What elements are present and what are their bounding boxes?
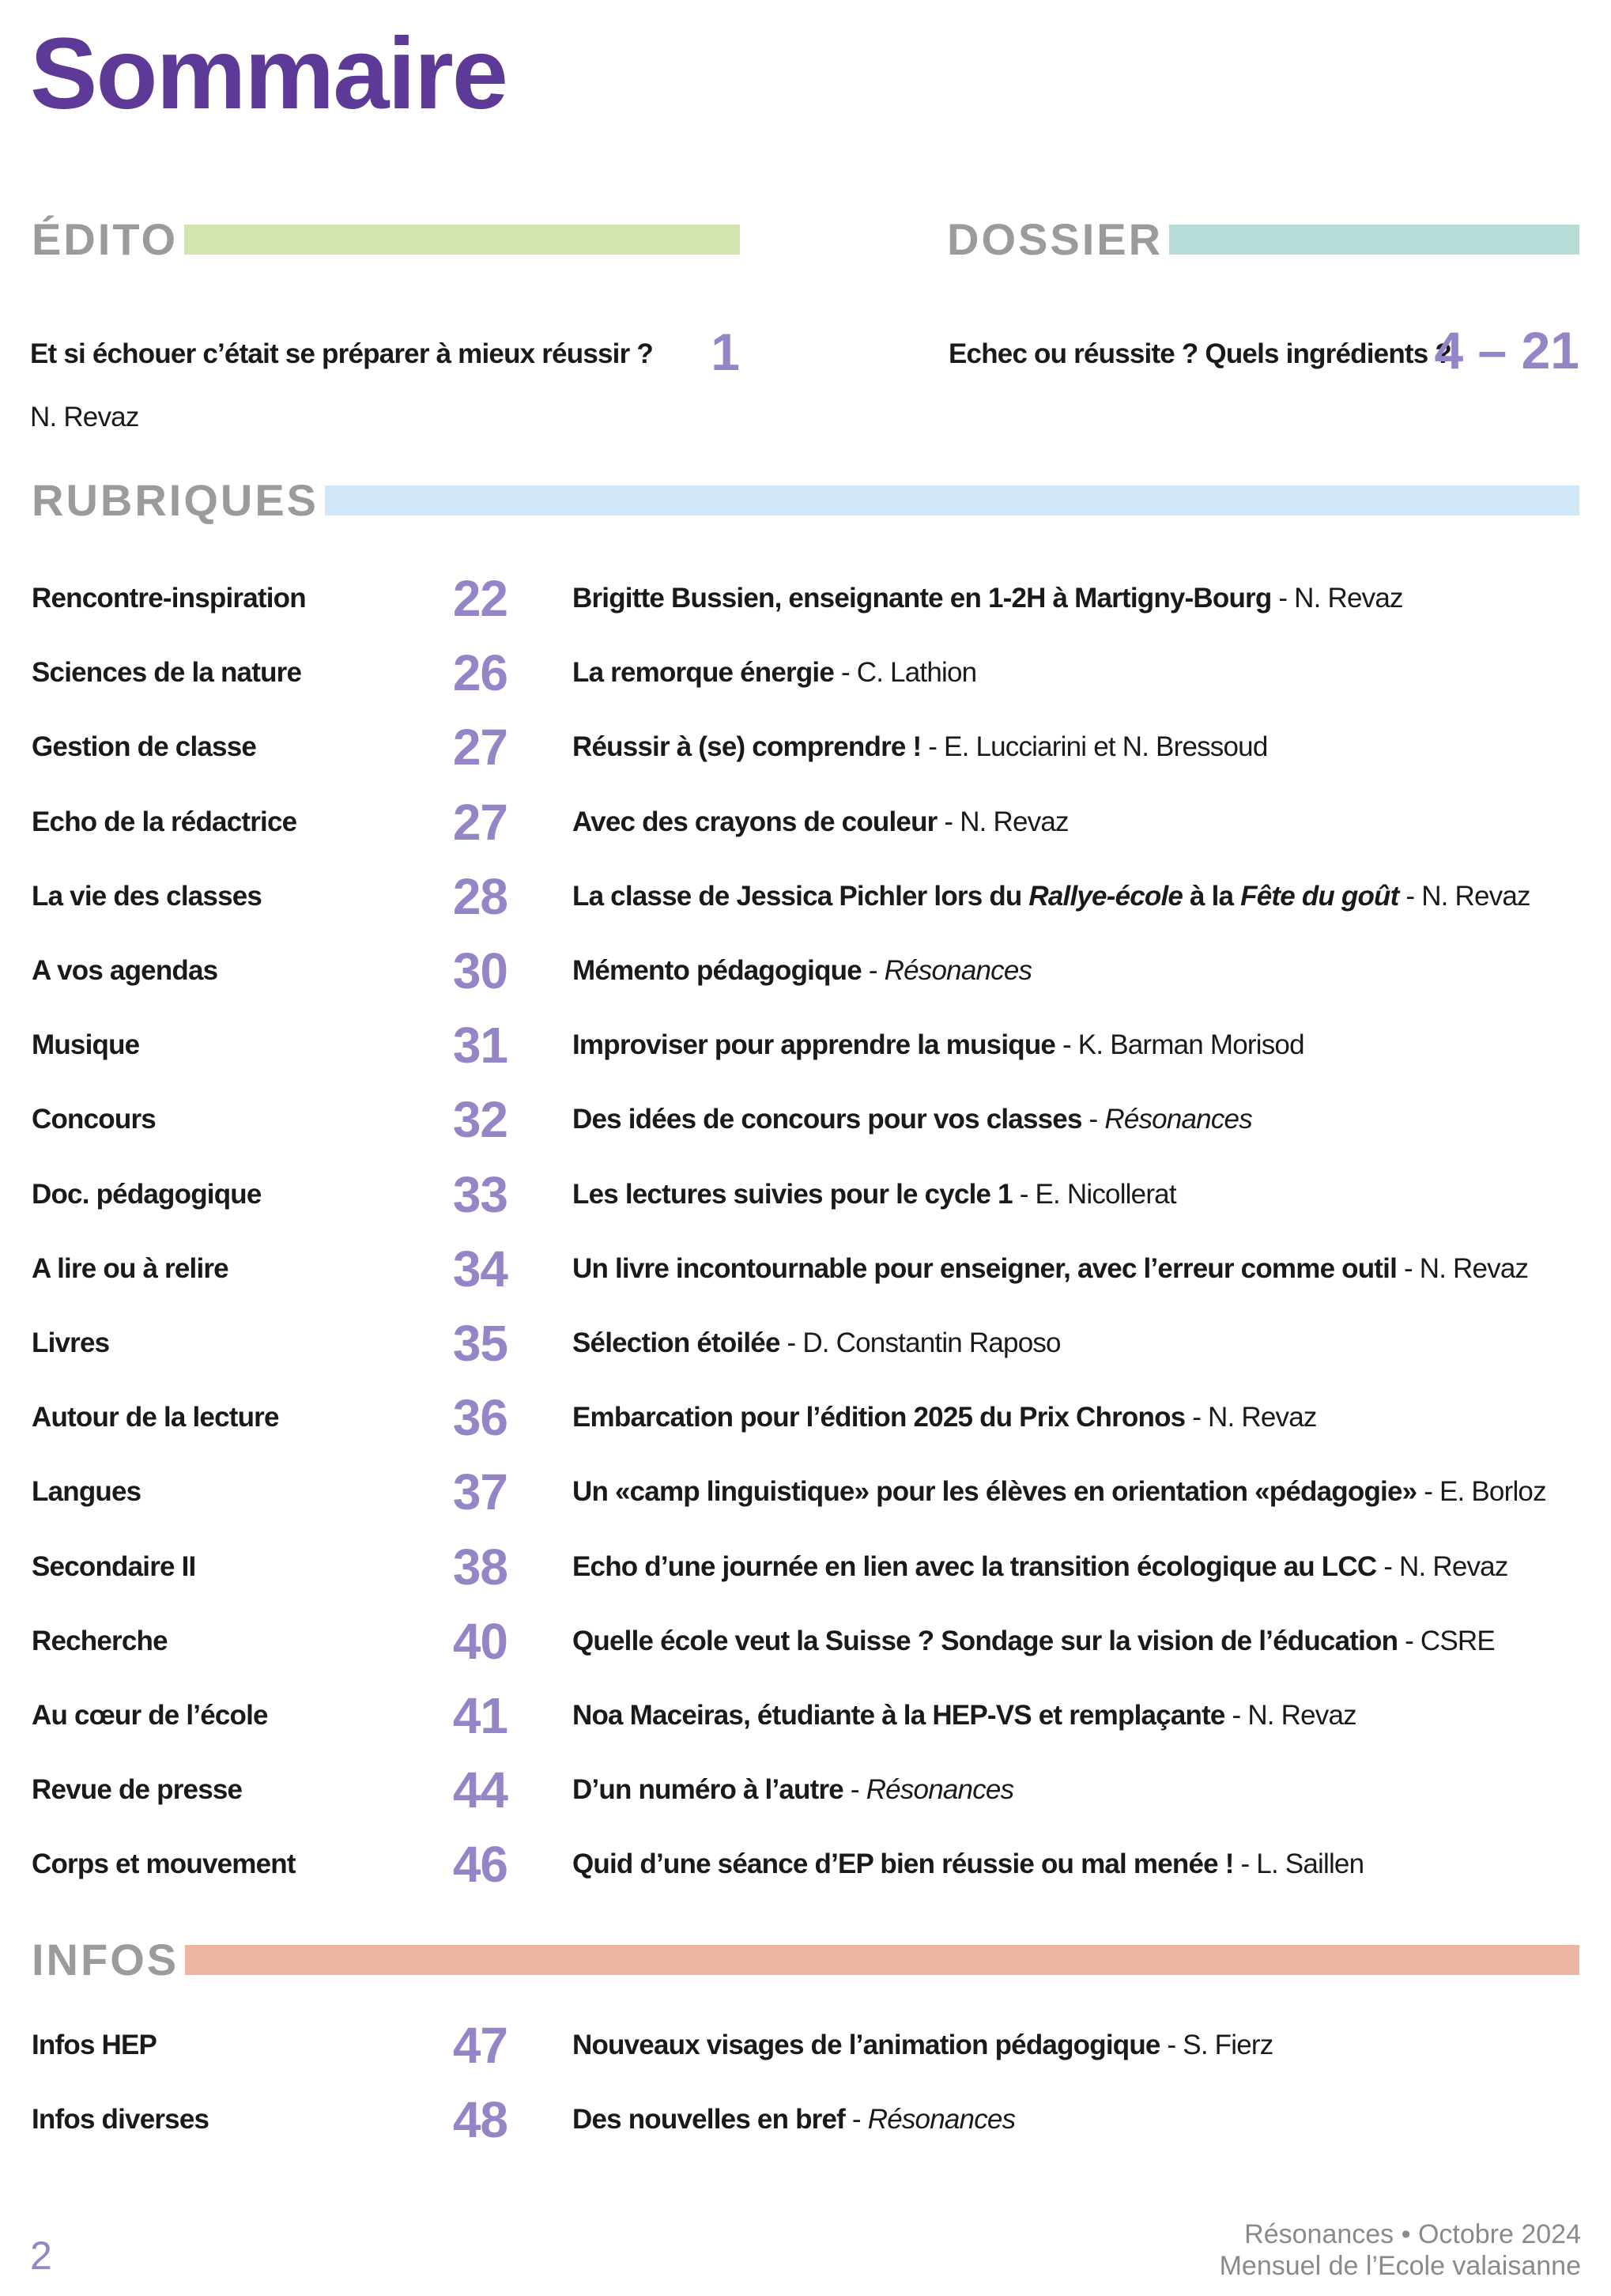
article-entry[interactable]: [572, 1249, 1528, 1289]
dossier-pages: 4 – 21: [1434, 321, 1579, 380]
article-byline: - E. Lucciarini et N. Bressoud: [921, 731, 1268, 763]
edito-headline[interactable]: Et si échouer c’était se préparer à mieux réussir ?: [30, 338, 653, 369]
rubric-label: Sciences de la nature: [32, 657, 302, 689]
rubric-label: Autour de la lecture: [32, 1402, 279, 1433]
article-byline: - N. Revaz: [1185, 1402, 1317, 1433]
article-byline: Résonances: [1104, 1104, 1252, 1135]
article-byline: -: [1081, 1104, 1105, 1135]
article-entry[interactable]: [572, 1324, 1061, 1363]
article-entry[interactable]: [572, 727, 1268, 767]
toc-row[interactable]: [0, 1091, 1611, 1174]
rubric-label: Infos HEP: [32, 2030, 157, 2060]
toc-row[interactable]: [0, 1315, 1611, 1398]
article-entry[interactable]: [572, 1696, 1356, 1735]
article-byline: - C. Lathion: [834, 657, 977, 689]
article-byline: Résonances: [867, 2104, 1016, 2135]
article-title: Avec des crayons de couleur: [572, 806, 938, 837]
edito-header: [32, 212, 740, 267]
article-title: Quid d’une séance d’EP bien réussie ou mal menée !: [572, 1849, 1234, 1880]
article-title: Réussir à (se) comprendre !: [572, 731, 922, 763]
article-title: Fête du goût: [1240, 880, 1399, 912]
article-title: Des nouvelles en bref: [572, 2104, 845, 2135]
article-byline: - N. Revaz: [937, 806, 1069, 837]
page-ref: 38: [452, 1538, 507, 1595]
article-entry[interactable]: [572, 1398, 1317, 1437]
rubric-label: A lire ou à relire: [32, 1252, 228, 1284]
article-entry[interactable]: [572, 1025, 1304, 1065]
rubric-label: Au cœur de l’école: [32, 1700, 268, 1731]
toc-row[interactable]: [0, 1538, 1611, 1622]
rubric-label: Echo de la rédactrice: [32, 806, 297, 837]
article-byline: Résonances: [866, 1774, 1014, 1806]
article-entry[interactable]: [572, 579, 1403, 618]
toc-row[interactable]: [0, 793, 1611, 877]
edito-page: 1: [711, 323, 740, 381]
article-title: Embarcation pour l’édition 2025 du Prix Chronos: [572, 1402, 1186, 1433]
rubric-label: Corps et mouvement: [32, 1849, 296, 1880]
toc-row[interactable]: [0, 1762, 1611, 1845]
toc-row[interactable]: [0, 1836, 1611, 1919]
rubric-label: Secondaire II: [32, 1550, 196, 1582]
toc-row[interactable]: [0, 719, 1611, 802]
article-title: Quelle école veut la Suisse ? Sondage sur la vision de l’éducation: [572, 1625, 1398, 1656]
toc-row[interactable]: [0, 1240, 1611, 1324]
footer-line-1: Résonances • Octobre 2024: [1244, 2219, 1581, 2249]
rubric-label: Gestion de classe: [32, 731, 257, 763]
page-ref: 36: [452, 1389, 507, 1447]
page-ref: 32: [452, 1091, 507, 1149]
article-title: Un livre incontournable pour enseigner, avec l’erreur comme outil: [572, 1252, 1398, 1284]
article-entry[interactable]: [572, 1175, 1176, 1214]
rubric-label: Recherche: [32, 1625, 168, 1656]
article-title: Improviser pour apprendre la musique: [572, 1029, 1056, 1061]
dossier-bar: [1169, 225, 1579, 255]
rubric-label: Musique: [32, 1029, 140, 1061]
page-number: 2: [30, 2234, 52, 2278]
page-ref: 37: [452, 1463, 507, 1521]
article-entry[interactable]: [572, 802, 1069, 842]
toc-row[interactable]: [0, 1017, 1611, 1100]
article-byline: - CSRE: [1398, 1625, 1495, 1656]
footer-line-2: Mensuel de l’Ecole valaisanne: [1219, 2251, 1581, 2281]
page-ref: 40: [452, 1612, 507, 1670]
page-ref: 47: [452, 2017, 507, 2074]
article-byline: - N. Revaz: [1398, 880, 1530, 912]
article-entry[interactable]: [572, 1770, 1013, 1810]
page-title: Sommaire: [30, 17, 507, 130]
article-title: Brigitte Bussien, enseignante en 1-2H à Martigny-Bourg: [572, 583, 1272, 614]
rubriques-bar: [325, 485, 1579, 515]
page-ref: 35: [452, 1315, 507, 1372]
edito-bar: [184, 225, 740, 255]
article-entry[interactable]: [572, 1845, 1364, 1884]
dossier-header: [947, 212, 1579, 267]
toc-row[interactable]: [0, 570, 1611, 653]
article-title: D’un numéro à l’autre: [572, 1774, 843, 1806]
page-ref: 46: [452, 1836, 507, 1894]
dossier-heading: DOSSIER: [947, 214, 1164, 264]
article-title: Rallye-école: [1028, 880, 1183, 912]
page-ref: 28: [452, 867, 507, 925]
toc-row[interactable]: [0, 1165, 1611, 1249]
article-title: à la: [1183, 880, 1241, 912]
rubric-label: Livres: [32, 1327, 110, 1358]
toc-row[interactable]: [0, 942, 1611, 1025]
page-ref: 26: [452, 644, 507, 702]
page-ref: 22: [452, 570, 507, 627]
article-entry[interactable]: [572, 653, 976, 693]
rubriques-header: [32, 473, 1579, 528]
edito-heading: ÉDITO: [32, 214, 179, 264]
article-entry[interactable]: [572, 2026, 1273, 2065]
article-entry[interactable]: [572, 1547, 1508, 1587]
article-entry[interactable]: [572, 1472, 1546, 1512]
page-ref: 27: [452, 719, 507, 776]
article-title: Un «camp linguistique» pour les élèves en orientation «pédagogie»: [572, 1476, 1417, 1508]
toc-row[interactable]: [0, 1687, 1611, 1770]
toc-row[interactable]: [0, 2017, 1611, 2100]
rubric-label: Rencontre-inspiration: [32, 583, 306, 614]
toc-row[interactable]: [0, 867, 1611, 951]
article-title: Sélection étoilée: [572, 1327, 780, 1358]
infos-heading: INFOS: [32, 1935, 179, 1984]
rubric-label: Concours: [32, 1104, 156, 1135]
article-byline: - D. Constantin Raposo: [779, 1327, 1061, 1358]
article-title: Noa Maceiras, étudiante à la HEP-VS et remplaçante: [572, 1700, 1225, 1731]
article-entry[interactable]: [572, 1100, 1252, 1139]
footer-credit: [1220, 2219, 1581, 2282]
toc-row[interactable]: [0, 1463, 1611, 1546]
article-title: Des idées de concours pour vos classes: [572, 1104, 1082, 1135]
page-ref: 30: [452, 942, 507, 999]
article-byline: - E. Borloz: [1417, 1476, 1546, 1508]
article-title: Echo d’une journée en lien avec la transition écologique au LCC: [572, 1550, 1377, 1582]
rubric-label: Infos diverses: [32, 2104, 209, 2135]
page-ref: 31: [452, 1017, 507, 1074]
page-ref: 48: [452, 2091, 507, 2148]
infos-bar: [185, 1945, 1579, 1975]
article-byline: - K. Barman Morisod: [1055, 1029, 1304, 1061]
article-title: Nouveaux visages de l’animation pédagogique: [572, 2030, 1160, 2060]
rubric-label: Doc. pédagogique: [32, 1178, 262, 1210]
article-byline: -: [845, 2104, 868, 2135]
toc-row[interactable]: [0, 2091, 1611, 2174]
page-ref: 41: [452, 1687, 507, 1744]
rubriques-heading: RUBRIQUES: [32, 475, 319, 525]
article-title: Les lectures suivies pour le cycle 1: [572, 1178, 1013, 1210]
toc-row[interactable]: [0, 1612, 1611, 1696]
article-byline: - E. Nicollerat: [1012, 1178, 1176, 1210]
rubric-label: La vie des classes: [32, 880, 262, 912]
article-byline: - N. Revaz: [1224, 1700, 1356, 1731]
article-byline: - S. Fierz: [1160, 2030, 1273, 2060]
rubric-label: A vos agendas: [32, 955, 218, 986]
toc-row[interactable]: [0, 1389, 1611, 1472]
article-entry[interactable]: [572, 951, 1032, 991]
rubric-label: Langues: [32, 1476, 141, 1508]
article-title: La remorque énergie: [572, 657, 835, 689]
toc-row[interactable]: [0, 644, 1611, 727]
article-byline: - N. Revaz: [1376, 1550, 1508, 1582]
article-byline: Résonances: [884, 955, 1032, 986]
edito-author: N. Revaz: [30, 402, 139, 432]
article-byline: -: [843, 1774, 866, 1806]
infos-header: [32, 1932, 1579, 1988]
page-ref: 44: [452, 1762, 507, 1819]
dossier-headline[interactable]: Echec ou réussite ? Quels ingrédients ?: [949, 338, 1451, 369]
page-ref: 34: [452, 1240, 507, 1297]
rubric-label: Revue de presse: [32, 1774, 243, 1806]
article-title: Mémento pédagogique: [572, 955, 862, 986]
article-byline: - N. Revaz: [1271, 583, 1403, 614]
article-entry[interactable]: [572, 1622, 1495, 1661]
article-byline: - N. Revaz: [1397, 1252, 1529, 1284]
article-entry[interactable]: [572, 877, 1530, 916]
article-entry[interactable]: [572, 2100, 1015, 2139]
page-ref: 33: [452, 1165, 507, 1223]
article-byline: - L. Saillen: [1233, 1849, 1364, 1880]
article-byline: -: [861, 955, 885, 986]
article-title: La classe de Jessica Pichler lors du: [572, 880, 1029, 912]
page-ref: 27: [452, 793, 507, 851]
